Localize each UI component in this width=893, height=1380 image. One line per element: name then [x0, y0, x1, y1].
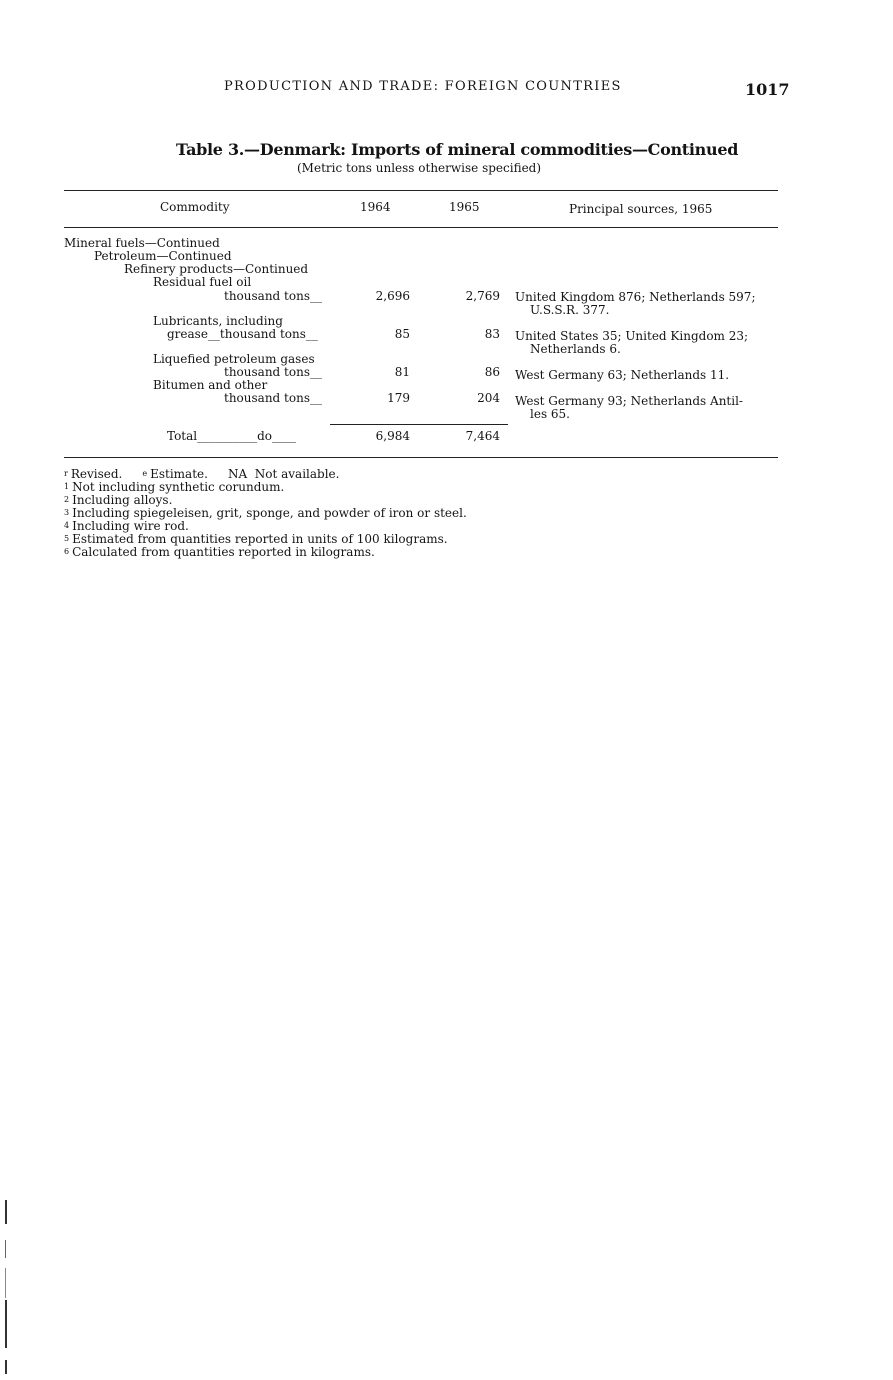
header-1964: 1964	[360, 200, 391, 214]
row-label-line2: thousand tons__	[224, 289, 322, 303]
value-1964: 85	[394, 327, 410, 341]
row-label-line1: Residual fuel oil	[153, 275, 252, 289]
value-1964: 81	[394, 365, 410, 379]
footnote-mark: 2	[64, 495, 70, 504]
na-text: Not available.	[254, 467, 340, 481]
group-petroleum: Petroleum—Continued	[94, 249, 232, 263]
total-1964: 6,984	[375, 429, 410, 443]
sources-line1: United Kingdom 876; Netherlands 597;	[515, 290, 756, 304]
scan-margin-mark	[5, 1300, 7, 1348]
row-label-line1: Lubricants, including	[153, 314, 283, 328]
footnote-text: Estimated from quantities reported in units of 100 kilograms.	[72, 532, 448, 546]
footnote-text: Including alloys.	[72, 493, 173, 507]
sources-line1: West Germany 93; Netherlands Antil-	[515, 394, 743, 408]
revised-mark: r	[64, 469, 68, 478]
row-label-line1: Bitumen and other	[153, 378, 268, 392]
page-number: 1017	[745, 80, 790, 99]
table-header-rule	[64, 227, 778, 228]
scan-margin-mark	[5, 1200, 7, 1224]
footnote-mark: 6	[64, 547, 70, 556]
total-rule	[330, 424, 508, 425]
table-bottom-rule	[64, 457, 778, 458]
header-commodity: Commodity	[160, 200, 230, 214]
footnote-mark: 4	[64, 521, 70, 530]
footnote-text: Calculated from quantities reported in kilograms.	[72, 545, 375, 559]
row-label-line1: Liquefied petroleum gases	[153, 352, 315, 366]
revised-text: Revised.	[70, 467, 123, 481]
sources-line1: United States 35; United Kingdom 23;	[515, 329, 749, 343]
footnote-mark: 3	[64, 508, 70, 517]
value-1965: 2,769	[465, 289, 500, 303]
value-1965: 86	[484, 365, 500, 379]
estimate-text: Estimate.	[150, 467, 208, 481]
value-1965: 83	[484, 327, 500, 341]
footnote-mark: 5	[64, 534, 70, 543]
scan-margin-mark	[5, 1240, 6, 1258]
table-title: Table 3.—Denmark: Imports of mineral commodities—Continued	[176, 140, 739, 159]
row-label-line2: thousand tons__	[224, 391, 322, 405]
footnote-text: Not including synthetic corundum.	[72, 480, 285, 494]
footnote	[64, 546, 375, 559]
row-label-line2: grease__thousand tons__	[167, 327, 318, 341]
value-1965: 204	[477, 391, 500, 405]
total-1965: 7,464	[465, 429, 500, 443]
footnote-text: Including wire rod.	[72, 519, 189, 533]
table-top-rule	[64, 190, 778, 191]
total-label: Total__________do____	[167, 429, 297, 443]
header-principal-sources: Principal sources, 1965	[569, 202, 713, 216]
na-mark: NA	[227, 467, 248, 481]
group-mineral-fuels: Mineral fuels—Continued	[64, 236, 220, 250]
table-subtitle: (Metric tons unless otherwise specified)	[297, 161, 542, 175]
sources-line2: Netherlands 6.	[530, 342, 621, 356]
scan-margin-mark	[5, 1360, 7, 1374]
sources-line2: U.S.S.R. 377.	[530, 303, 610, 317]
scan-margin-mark	[5, 1268, 6, 1298]
sources-line2: les 65.	[530, 407, 570, 421]
estimate-mark: e	[142, 469, 148, 478]
sources-line1: West Germany 63; Netherlands 11.	[515, 368, 730, 382]
row-label-line2: thousand tons__	[224, 365, 322, 379]
header-1965: 1965	[449, 200, 480, 214]
footnote-text: Including spiegeleisen, grit, sponge, and powder of iron or steel.	[72, 506, 467, 520]
value-1964: 179	[387, 391, 410, 405]
value-1964: 2,696	[375, 289, 410, 303]
footnote-mark: 1	[64, 482, 70, 491]
running-head: PRODUCTION AND TRADE: FOREIGN COUNTRIES	[224, 79, 622, 94]
group-refinery-products: Refinery products—Continued	[124, 262, 309, 276]
